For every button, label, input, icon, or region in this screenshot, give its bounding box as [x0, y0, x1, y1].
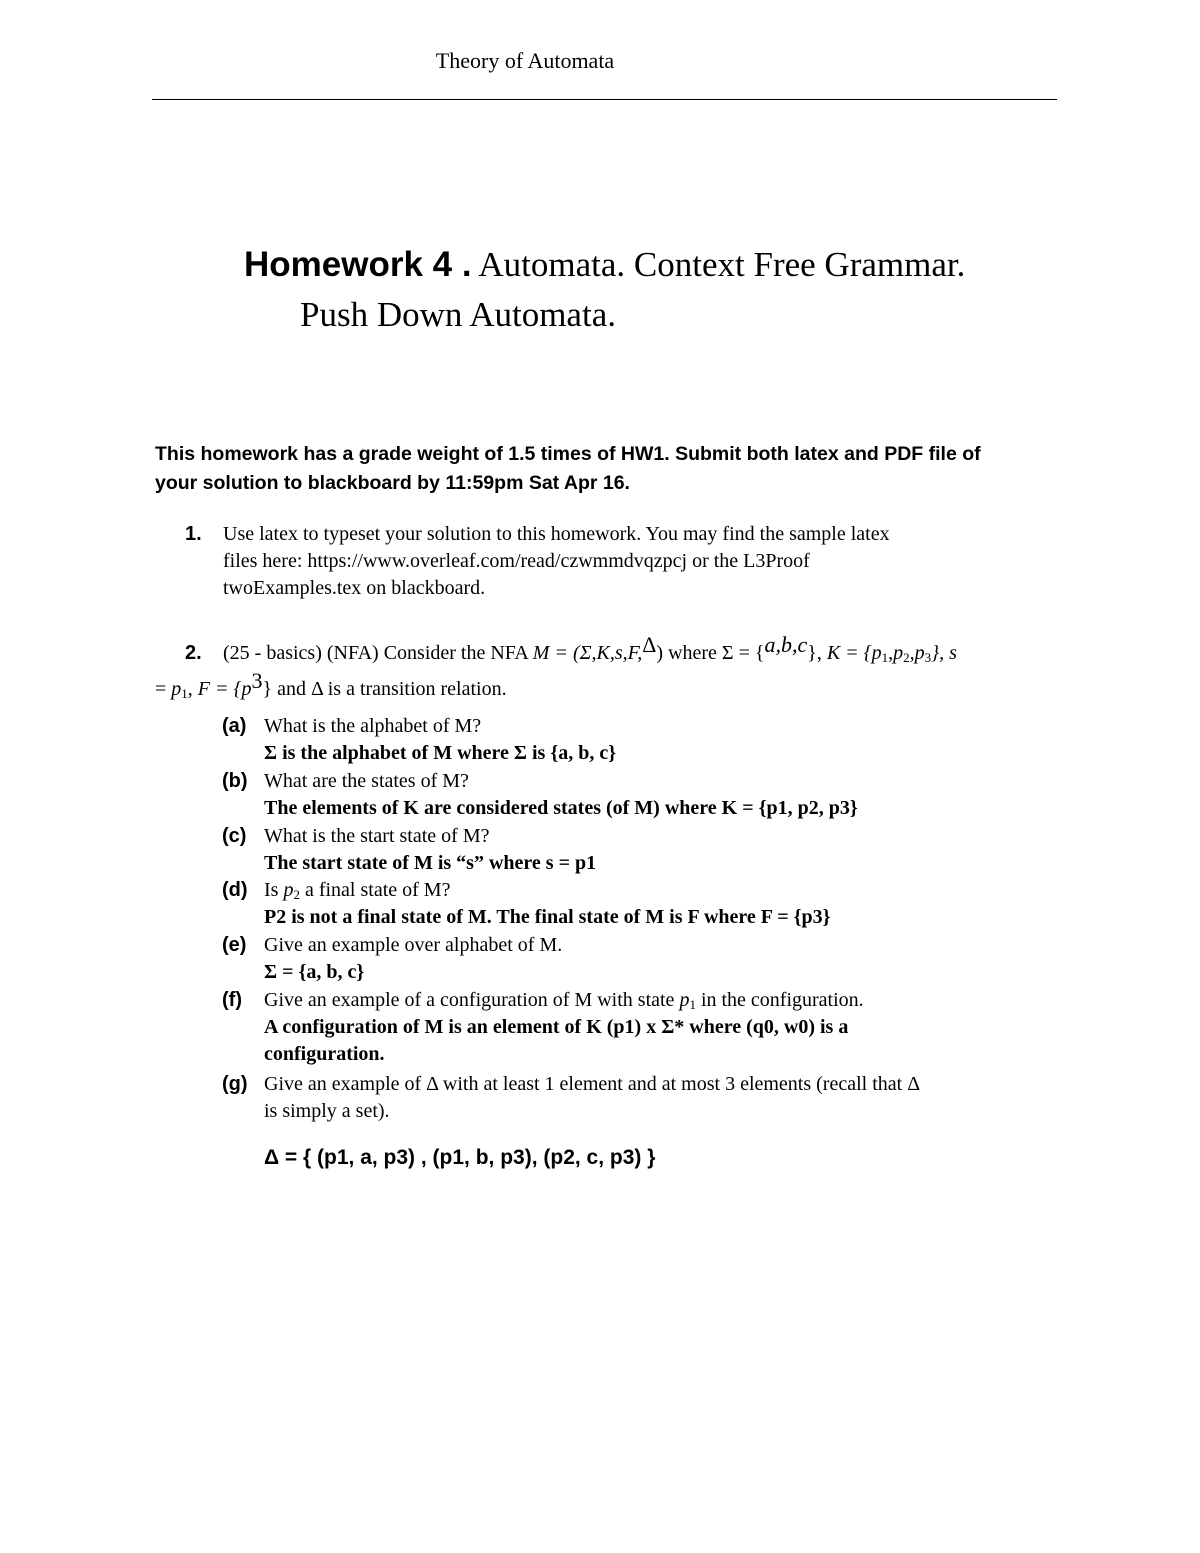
subquestion-text: What is the alphabet of M? [264, 715, 482, 737]
states-definition: K = {p [826, 642, 882, 664]
start-state: p [171, 678, 182, 700]
final-states-definition: , F = {p [187, 678, 252, 700]
subquestion-answer: The start state of M is “s” where s = p1 [264, 852, 597, 874]
subscript: 1 [881, 650, 889, 665]
subscript: 2 [903, 650, 910, 665]
question-text-line [155, 668, 1055, 703]
subquestion-a [222, 713, 1062, 767]
subquestion-answer: configuration. [264, 1043, 385, 1065]
question-1 [155, 521, 1055, 602]
q2-text: }, s [931, 642, 957, 664]
subquestion-label: (f) [222, 989, 242, 1011]
delta-symbol: Δ [642, 632, 657, 657]
question-2 [155, 632, 1055, 703]
header-rule [152, 99, 1057, 100]
subquestion-text: Give an example of a configuration of M with state $p_1$ in the configuration. [264, 989, 864, 1012]
subquestion-label: (a) [222, 715, 247, 737]
subquestion-text: What is the start state of M? [264, 825, 490, 847]
subquestion-label: (b) [222, 770, 248, 792]
subquestion-text: Give an example of Δ with at least 1 element and at most 3 elements (recall that Δ [264, 1073, 921, 1095]
subquestion-label: (c) [222, 825, 247, 847]
subquestion-answer: P2 is not a final state of M. The final state of M is F where F = {p3} [264, 906, 831, 928]
subquestion-text: What are the states of M? [264, 770, 469, 792]
subquestion-g [222, 1071, 1062, 1125]
subquestion-b [222, 768, 1062, 822]
subquestion-answer: Σ = {a, b, c} [264, 961, 365, 983]
subquestion-answer: The elements of K are considered states (of M) where K = {p1, p2, p3} [264, 797, 858, 819]
subquestion-text: is simply a set). [264, 1100, 390, 1122]
question-text-line: (25 - basics) (NFA) Consider the NFA M = (Σ,K,s,F,Δ) where Σ = {a,b,c}, $K = \{p_1,p_2,p_3\}$, s [223, 632, 957, 665]
title-topics: Automata. Context Free Grammar. [471, 245, 966, 284]
subquestion-answer: A configuration of M is an element of K (p1) x Σ* where (q0, w0) is a [264, 1016, 849, 1038]
subquestion-c [222, 823, 1062, 877]
subscript: 1 [181, 686, 188, 701]
title-homework-number: Homework 4 . [244, 245, 472, 284]
q2-text: = [155, 678, 172, 700]
subquestion-f [222, 987, 1062, 1068]
intro-paragraph [155, 440, 1055, 498]
alphabet-symbols: a,b,c [764, 632, 808, 657]
intro-line: your solution to blackboard by 11:59pm Sat Apr 16. [155, 472, 630, 494]
delta-answer: Δ = { (p1, a, p3) , (p1, b, p3), (p2, c, p3) } [264, 1146, 656, 1169]
title-topics-line2: Push Down Automata. [300, 295, 616, 334]
running-header: Theory of Automata [435, 48, 615, 73]
q2-text: }, [807, 642, 827, 664]
subquestion-d [222, 877, 1062, 931]
subquestion-e [222, 932, 1062, 986]
question-text-line: Use latex to typeset your solution to this homework. You may find the sample latex [223, 523, 890, 545]
subquestion-label: (g) [222, 1073, 248, 1095]
nfa-definition: M = (Σ,K,s,F, [532, 642, 643, 664]
subquestion-text: Is $p_2$ a final state of M? [264, 879, 451, 902]
q2-text: } and Δ is a transition relation. [262, 678, 507, 700]
intro-line: This homework has a grade weight of 1.5 times of HW1. Submit both latex and PDF file of [155, 443, 981, 465]
question-text-line: twoExamples.tex on blackboard. [223, 577, 486, 599]
subquestion-answer: Σ is the alphabet of M where Σ is {a, b, c} [264, 742, 617, 764]
superscript: 3 [251, 668, 263, 693]
q2-text: ) where Σ = { [656, 642, 765, 664]
subquestion-text: Give an example over alphabet of M. [264, 934, 563, 956]
subquestion-label: (e) [222, 934, 247, 956]
question-number: 1. [185, 523, 202, 545]
subquestion-label: (d) [222, 879, 248, 901]
subscript: 3 [924, 650, 932, 665]
question-number: 2. [185, 642, 202, 664]
q2-text: (25 - basics) (NFA) Consider the NFA [223, 642, 533, 664]
page-title [244, 240, 965, 340]
question-text-line: files here: https://www.overleaf.com/read/czwmmdvqzpcj or the L3Proof [223, 550, 810, 572]
